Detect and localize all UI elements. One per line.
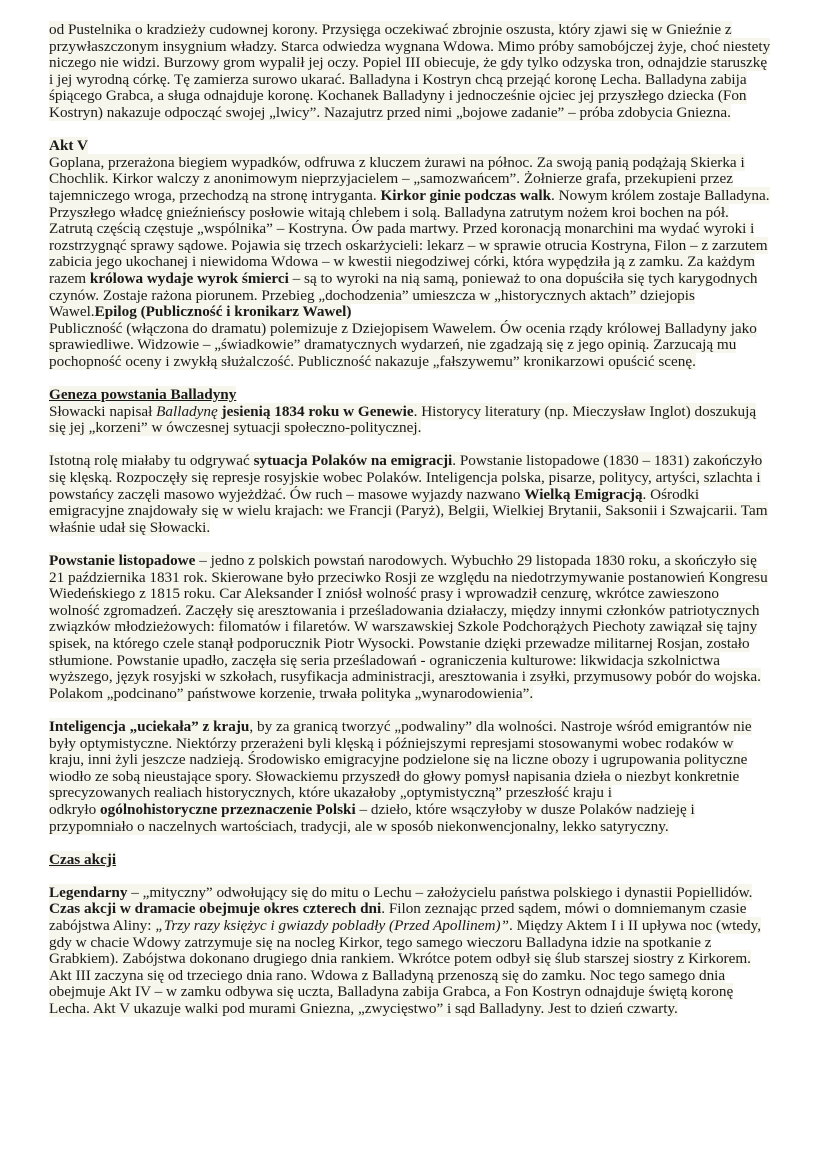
text-line (49, 636, 809, 653)
line-highlight (49, 71, 747, 88)
text-segment: od Pustelnika o kradzieży cudownej korony. Przysięga oczekiwać zbrojnie oszusta, który zjawi się w Gnieźnie z (49, 21, 732, 38)
text-segment: Lecha. Akt V ukazuje walki pod murami Gniezna, „zwycięstwo” i sąd Balladyny. Jest to dzień czwarty. (49, 1000, 678, 1018)
emphasized-text: Powstanie listopadowe (49, 552, 196, 569)
line-highlight (49, 900, 746, 917)
text-segment: – są to wyroki na nią samą, ponieważ to ona dopuściła się tych karygodnych (288, 269, 758, 287)
text-line (49, 39, 809, 56)
text-segment: zabójstwa Aliny: (49, 917, 156, 935)
emphasized-text: Kirkor ginie podczas walk (380, 186, 552, 204)
text-line (49, 752, 809, 769)
text-line (49, 603, 809, 620)
text-segment: . Historycy literatury (np. Mieczysław Inglot) doszukują (413, 402, 757, 420)
text-line (49, 171, 809, 188)
line-highlight (49, 735, 734, 752)
text-segment: . Filon zeznając przed sądem, mówi o domniemanym czasie (381, 900, 747, 918)
text-line (49, 520, 809, 537)
line-highlight (49, 983, 733, 1000)
text-line (49, 387, 809, 404)
line-highlight (49, 220, 754, 237)
text-segment: – „mityczny” odwołujący się do mitu o Lechu – założycielu państwa polskiego i dynastii Popiellidów. (127, 883, 753, 901)
text-segment: związków młodzieżowych: filomatów i filaretów. W warszawskiej Szkole Podchorążych Piechoty zawiązał się tajny (49, 618, 758, 636)
akt-iv-summary-end (49, 22, 809, 122)
text-segment: przypomniało o naczelnych wartościach, tradycji, ale w sposób niekonwencjonalny, lekko satyryczny. (49, 817, 669, 835)
text-line (49, 470, 809, 487)
text-segment: Chochlik. Kirkor walczy z anonimowym nieprzyjacielem – „samozwańcem”. Żołnierze grafa, przekupieni przez (49, 170, 733, 188)
text-line (49, 570, 809, 587)
text-segment: rozstrzygnąć sprawy sądowe. Pojawia się trzech oskarżycieli: lekarz – w sprawie otrucia Kostryna, Filon – z zarzutem (49, 236, 768, 254)
text-line (49, 72, 809, 89)
line-highlight (49, 552, 757, 569)
line-highlight (49, 768, 739, 785)
emphasized-text: Legendarny (49, 883, 128, 901)
text-segment: – dzieło, które wsączyłoby w dusze Polaków nadzieję i (355, 800, 695, 818)
text-line (49, 935, 809, 952)
text-line (49, 669, 809, 686)
text-segment: Przyszłego władcę gnieźnieńscy posłowie witają chlebem i solą. Balladyna zatrutym nożem kroi bochen na pół. (49, 203, 729, 221)
text-line (49, 785, 809, 802)
text-segment: Istotną rolę miałaby tu odgrywać (49, 452, 254, 470)
text-line (49, 420, 809, 437)
text-line (49, 155, 809, 172)
emphasized-text: jesienią 1834 roku w Genewie (221, 402, 414, 420)
line-highlight (49, 270, 757, 287)
emphasized-text: Inteligencja „uciekała” z kraju (49, 717, 250, 735)
line-highlight (49, 751, 747, 768)
line-highlight (49, 38, 770, 55)
emphasized-text: Wielką Emigracją (524, 485, 643, 503)
akt-v-section (49, 138, 809, 370)
line-highlight (49, 950, 751, 967)
emigracja-paragraph (49, 453, 809, 536)
czas-akcji-heading (49, 852, 809, 869)
text-line (49, 88, 809, 105)
line-highlight (49, 104, 731, 121)
text-line (49, 885, 809, 902)
line-highlight (49, 403, 756, 420)
text-segment: obejmuje Akt IV – w zamku odbywa się uczta, Balladyna zabija Grabca, a Fon Kostryn odnajduje świętą koronę (49, 983, 734, 1001)
emphasized-text: sytuacja Polaków na emigracji (253, 452, 453, 470)
text-line (49, 487, 809, 504)
text-segment: powstańcy zaczęli masowo wyjeżdżać. Ów ruch – masowe wyjazdy nazwano (49, 485, 525, 503)
text-line (49, 968, 809, 985)
emphasized-text: Geneza powstania Balladyny (49, 386, 237, 404)
text-line (49, 205, 809, 222)
text-line (49, 819, 809, 836)
text-segment: tajemniczego wroga, przechodzą na stronę intryganta. (49, 186, 381, 204)
emphasized-text: Epilog (Publiczność i kronikarz Wawel) (94, 303, 352, 321)
text-segment: 21 października 1831 rok. Skierowane było przeciwko Rosji ze względu na niedotrzymywanie postanowień Kongresu (49, 568, 768, 586)
line-highlight (49, 602, 759, 619)
text-segment: Akt III zaczyna się od trzeciego dnia rano. Wdowa z Balladyną przenoszą się do zamku. Noc tego samego dnia (49, 966, 726, 984)
text-line (49, 254, 809, 271)
text-line (49, 984, 809, 1001)
text-segment: Kostryn) nakazuje odpocząć swojej „lwicy”. Nazajutrz przed nimi „bojowe zadanie” – próba zdobycia Gniezna. (49, 103, 731, 121)
emphasized-text: królowa wydaje wyrok śmierci (89, 269, 289, 287)
line-highlight (49, 519, 210, 536)
text-segment: . Ośrodki (642, 485, 700, 503)
text-line (49, 653, 809, 670)
line-highlight (49, 502, 768, 519)
text-segment: się jej „korzeni” w ówczesnej sytuacji społeczno-politycznej. (49, 419, 422, 437)
line-highlight (49, 635, 750, 652)
text-line (49, 188, 809, 205)
text-line (49, 736, 809, 753)
text-segment: wiodło ze sobą nieustające spory. Słowackiemu przyszedł do głowy pomysł napisania dzieła o niezbyt konkretnie (49, 767, 740, 785)
text-segment: były optymistyczne. Niektórzy przerażeni byli klęską i późniejszymi represjami stosowanymi wobec rodaków w (49, 734, 734, 752)
text-line (49, 619, 809, 636)
text-segment: . Między Aktem I i II upływa noc (wtedy, (508, 917, 762, 935)
line-highlight (49, 452, 762, 469)
line-highlight (49, 137, 88, 154)
line-highlight (49, 187, 770, 204)
document-page (49, 22, 809, 1034)
text-segment: niczego nie widzi. Burzowy grom wypalił jej oczy. Popiel III obiecuje, że gdy tylko odzyska tron, odnajdzie staruszkę (49, 54, 768, 72)
text-segment: – jedno z polskich powstań narodowych. Wybuchło 29 listopada 1830 roku, a skończyło się (195, 552, 757, 569)
text-line (49, 22, 809, 39)
line-highlight (49, 884, 752, 901)
text-segment: Polakom „podcinano” państwowe korzenie, trwała polityka „wynarodowienia”. (49, 684, 534, 702)
text-segment: emigracyjne znajdowały się w wielu krajach: we Francji (Paryż), Belgii, Wielkiej Brytanii, Saksonii i Szwajcarii. Tam (49, 502, 768, 520)
line-highlight (49, 818, 669, 835)
text-line (49, 238, 809, 255)
text-segment: odkryło (49, 800, 101, 818)
text-segment: i jej wyrodną córkę. Tę zamierza surowo ukarać. Balladyna i Kostryn chcą przejąć koronę Lecha. Balladyna zabija (49, 70, 747, 88)
line-highlight (49, 569, 768, 586)
text-segment: śpiącego Grabca, a sługa odnajduje koronę. Kochanek Balladyny i jednocześnie ojciec jej przyszłego dziecka (Fon (49, 87, 747, 105)
czas-akcji-paragraph (49, 885, 809, 1018)
text-segment: wolność zgromadzeń. Zaczęły się aresztowania i prześladowania działaczy, między innymi członków patriotycznych (49, 601, 760, 619)
text-segment: , by za granicą tworzyć „podwaliny” dla wolności. Nastroje wśród emigrantów nie (249, 717, 752, 735)
line-highlight (49, 668, 761, 685)
line-highlight (49, 87, 747, 104)
line-highlight (49, 170, 733, 187)
line-highlight (49, 287, 695, 304)
text-line (49, 337, 809, 354)
line-highlight (49, 585, 719, 602)
text-segment: Wiedeńskiego z 1815 roku. Car Aleksander I zniósł wolność prasy i wprowadził cenzurę, wkrótce zawieszono (49, 585, 719, 603)
text-segment: sprecyzowanych realiach historycznych, które ukazałoby „optymistyczną” przeszłość kraju i (49, 784, 612, 802)
text-line (49, 951, 809, 968)
text-segment: . Nowym królem zostaje Balladyna. (551, 186, 770, 204)
emphasized-text: Czas akcji w dramacie obejmuje okres czterech dni (49, 900, 382, 918)
text-segment: przywłaszczonym insygnium władzy. Starca odwiedza wygnana Wdowa. Mimo próby samobójczej żyje, choć niestety (49, 37, 771, 55)
text-line (49, 271, 809, 288)
line-highlight (49, 718, 752, 735)
line-highlight (49, 320, 757, 337)
text-line (49, 503, 809, 520)
text-line (49, 105, 809, 122)
text-line (49, 553, 809, 570)
line-highlight (49, 801, 695, 818)
line-highlight (49, 1000, 678, 1017)
line-highlight (49, 784, 612, 801)
inteligencja-paragraph (49, 719, 809, 835)
text-line (49, 288, 809, 305)
text-line (49, 586, 809, 603)
text-line (49, 354, 809, 371)
line-highlight (49, 336, 736, 353)
line-highlight (49, 618, 757, 635)
text-line (49, 1001, 809, 1018)
geneza-section (49, 387, 809, 437)
emphasized-text: Akt V (49, 137, 88, 155)
text-line (49, 686, 809, 703)
text-line (49, 404, 809, 421)
emphasized-text: „Trzy razy księżyc i gwiazdy pobladły (Przed Apollinem)” (155, 917, 509, 935)
line-highlight (49, 967, 725, 984)
text-segment: sprawiedliwe. Widzowie – „świadkowie” dramatycznych wydarzeń, nie zgadzają się z jego opinią. Zarzucają mu (49, 336, 737, 354)
line-highlight (49, 303, 351, 320)
line-highlight (49, 386, 236, 403)
text-segment: zabicia jego ukochanej i niewidoma Wdowa – w kwestii niegodziwej córki, która wypędziła ją z zamku. Za każdym (49, 253, 756, 271)
text-segment: stłumione. Powstanie upadło, zaczęła się seria prześladowań - ograniczenia kulturowe: likwidacja szkolnictwa (49, 651, 720, 669)
text-segment: wyższego, język rosyjski w szkołach, rusyfikacja administracji, aresztowania i zsyłki, przymusowy pobór do wojska. (49, 668, 761, 686)
text-line (49, 304, 809, 321)
text-line (49, 453, 809, 470)
text-line (49, 802, 809, 819)
line-highlight (49, 54, 767, 71)
text-segment: pochopność oceny i zwykłą służalczość. Publiczność nakazuje „fałszywemu” kronikarzowi opuścić scenę. (49, 352, 696, 370)
text-line (49, 55, 809, 72)
text-line (49, 221, 809, 238)
text-segment: Wawel. (49, 303, 95, 321)
line-highlight (49, 353, 696, 370)
text-line (49, 138, 809, 155)
line-highlight (49, 685, 533, 702)
emphasized-text: Czas akcji (49, 850, 117, 868)
text-line (49, 719, 809, 736)
text-segment: kraju, inni żyli jeszcze nadzieją. Środowisko emigracyjne podzielone się na liczne obozy i ugrupowania polityczne (49, 751, 748, 769)
text-segment: Publiczność (włączona do dramatu) polemizuje z Dziejopisem Wawelem. Ów ocenia rządy królowej Balladyny jako (49, 319, 757, 337)
line-highlight (49, 419, 421, 436)
text-segment: Słowacki napisał (49, 402, 157, 420)
text-segment: Zatrutą częścią częstuje „wspólnika” – Kostryna. Ów pada martwy. Przed koronacją monarchini ma wydać wyroki i (49, 220, 755, 238)
text-line (49, 852, 809, 869)
text-segment: razem (49, 269, 90, 287)
text-line (49, 901, 809, 918)
line-highlight (49, 154, 745, 171)
text-line (49, 321, 809, 338)
line-highlight (49, 469, 761, 486)
line-highlight (49, 851, 116, 868)
emphasized-text: ogólnohistoryczne przeznaczenie Polski (100, 800, 356, 818)
text-segment: Grabkiem). Zabójstwa dokonano drugiego dnia rankiem. Wkrótce potem odbył się ślub starszej siostry z Kirkorem. (49, 950, 751, 968)
line-highlight (49, 253, 755, 270)
text-line (49, 918, 809, 935)
text-line (49, 769, 809, 786)
emphasized-text: Balladynę (156, 402, 218, 420)
text-segment: czynów. Zostaje rażona piorunem. Przebieg „dochodzenia” umieszcza w „historycznych aktach” dziejopis (49, 286, 695, 304)
text-segment: spisek, na którego czele stanął podporucznik Piotr Wysocki. Powstanie dzięki przewadze militarnej Rosjan, zostało (49, 634, 750, 652)
text-segment: gdy w chacie Wdowy zatrzymuje się na nocleg Kirkor, tego samego wieczoru Balladyna idzie na spotkanie z (49, 933, 712, 951)
text-segment: . Powstanie listopadowe (1830 – 1831) zakończyło (452, 452, 763, 470)
line-highlight (49, 486, 699, 503)
line-highlight (49, 934, 711, 951)
line-highlight (49, 237, 768, 254)
text-segment: właśnie udał się Słowacki. (49, 518, 211, 536)
line-highlight (49, 204, 729, 221)
line-highlight (49, 652, 720, 669)
text-segment: się klęską. Rozpoczęły się represje rosyjskie wobec Polaków. Inteligencja polska, pisarze, politycy, artyści, szlachta i (49, 469, 761, 487)
line-highlight (49, 917, 761, 934)
line-highlight (49, 21, 732, 38)
text-segment: Goplana, przerażona biegiem wypadków, odfruwa z kluczem żurawi na północ. Za swoją panią podążają Skierka i (49, 153, 745, 171)
powstanie-paragraph (49, 553, 809, 702)
